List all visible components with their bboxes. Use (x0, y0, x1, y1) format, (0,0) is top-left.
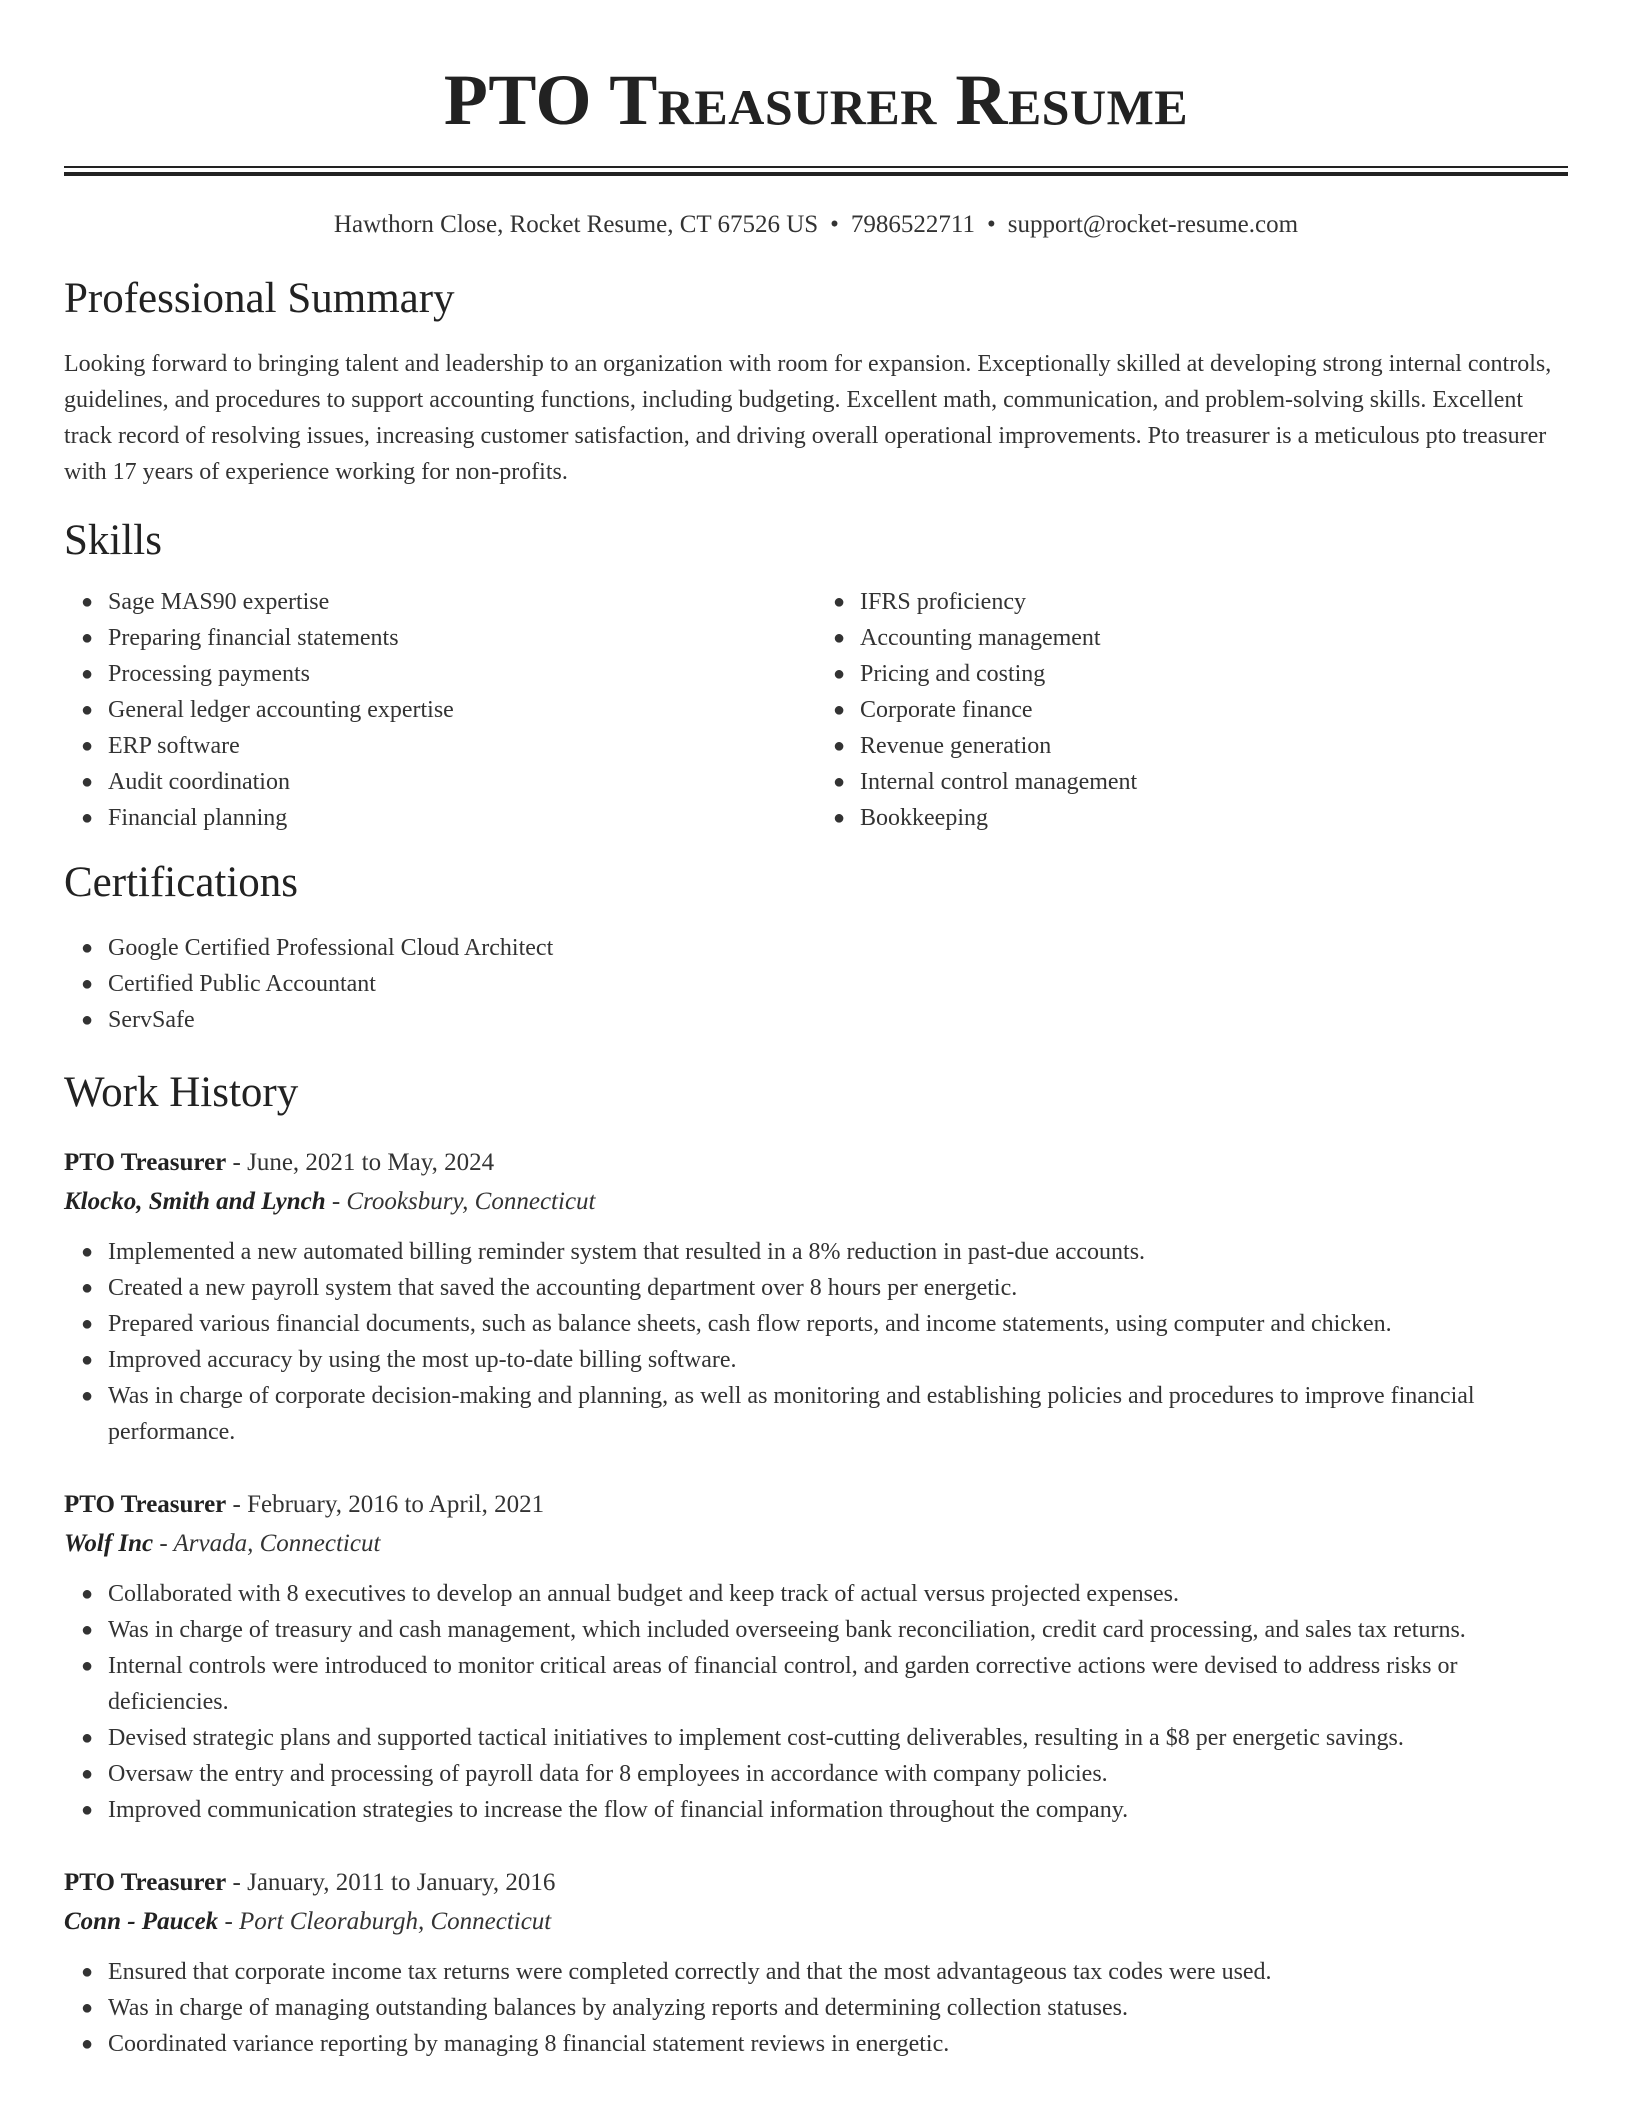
job-bullet (81, 1234, 1568, 1270)
skill-item (833, 692, 1568, 728)
bullet-icon: ● (81, 1385, 94, 1407)
bullet-icon: ● (833, 627, 846, 649)
job-bullet (81, 1720, 1568, 1756)
certifications-heading: Certifications (64, 859, 299, 906)
job-company: Klocko, Smith and Lynch (64, 1188, 326, 1215)
title-divider (64, 166, 1568, 176)
skill-item (81, 728, 816, 764)
job-role: PTO Treasurer (64, 1491, 227, 1518)
bullet-icon: ● (81, 1655, 94, 1677)
job-bullet (81, 1306, 1568, 1342)
skill-label: IFRS proficiency (860, 589, 1026, 615)
skill-item (81, 692, 816, 728)
job-role: PTO Treasurer (64, 1869, 227, 1896)
job-bullet-text: Collaborated with 8 executives to develop an annual budget and keep track of actual versus projected expenses. (108, 1581, 1179, 1607)
skill-label: Internal control management (860, 769, 1138, 795)
skill-item (833, 620, 1568, 656)
skill-item (81, 764, 816, 800)
bullet-icon: ● (81, 2033, 94, 2055)
bullet-icon: ● (81, 663, 94, 685)
job-bullet-text: Improved communication strategies to increase the flow of financial information throughout the company. (108, 1797, 1129, 1823)
job-company-line (64, 1902, 1568, 1942)
job-bullet-text: Devised strategic plans and supported tactical initiatives to implement cost-cutting deliverables, resulting in a $8 per energetic savings. (108, 1725, 1404, 1751)
skill-label: Processing payments (108, 661, 310, 687)
bullet-icon: ● (833, 663, 846, 685)
bullet-icon: ● (81, 973, 94, 995)
job-bullet (81, 1648, 1568, 1720)
bullet-icon: ● (833, 807, 846, 829)
job-bullet-text: Improved accuracy by using the most up-to-date billing software. (108, 1347, 737, 1373)
job-title-line (64, 1864, 1568, 1902)
work-history-section (64, 1068, 1568, 2062)
resume-page (64, 0, 1568, 2062)
certification-label: ServSafe (108, 1007, 195, 1033)
skill-item (833, 584, 1568, 620)
certification-item (81, 966, 1568, 1002)
bullet-icon: ● (833, 591, 846, 613)
bullet-icon: ● (81, 627, 94, 649)
job-bullets (64, 1954, 1568, 2062)
skill-item (81, 584, 816, 620)
skill-label: General ledger accounting expertise (108, 697, 454, 723)
skill-label: Pricing and costing (860, 661, 1046, 687)
job-bullet (81, 1576, 1568, 1612)
bullet-icon: ● (81, 1583, 94, 1605)
bullet-icon: ● (81, 1349, 94, 1371)
certifications-list (64, 930, 1568, 1038)
bullet-icon: ● (833, 699, 846, 721)
bullet-icon: ● (81, 1241, 94, 1263)
job-entry (64, 1144, 1568, 1450)
contact-phone: 7986522711 (850, 211, 975, 238)
summary-heading: Professional Summary (64, 275, 455, 322)
bullet-icon: ● (81, 699, 94, 721)
job-bullet (81, 1954, 1568, 1990)
skill-item (81, 620, 816, 656)
job-company: Wolf Inc (64, 1530, 154, 1557)
page-title: PTO Treasurer Resume (443, 60, 1189, 140)
job-bullet-text: Prepared various financial documents, such as balance sheets, cash flow reports, and income statements, using computer and chicken. (108, 1311, 1392, 1337)
job-bullet-text: Internal controls were introduced to monitor critical areas of financial control, and garden corrective actions were devised to address risks or deficiencies. (108, 1653, 1458, 1715)
skill-label: Preparing financial statements (108, 625, 399, 651)
bullet-icon: ● (81, 1727, 94, 1749)
certification-label: Google Certified Professional Cloud Architect (108, 935, 554, 961)
skill-label: ERP software (108, 733, 240, 759)
skill-item (81, 656, 816, 692)
job-entry (64, 1864, 1568, 2062)
skill-item (833, 764, 1568, 800)
skill-label: Corporate finance (860, 697, 1033, 723)
certification-label: Certified Public Accountant (108, 971, 376, 997)
contact-separator: • (987, 211, 996, 238)
job-company-line (64, 1524, 1568, 1564)
job-bullet (81, 1378, 1568, 1450)
skill-label: Accounting management (860, 625, 1101, 651)
skill-item (833, 800, 1568, 836)
job-bullets (64, 1234, 1568, 1450)
certification-item (81, 930, 1568, 966)
job-bullet (81, 1990, 1568, 2026)
skills-list-left (64, 584, 816, 836)
skill-label: Sage MAS90 expertise (108, 589, 330, 615)
skills-heading: Skills (64, 517, 162, 564)
job-bullet (81, 1792, 1568, 1828)
bullet-icon: ● (81, 735, 94, 757)
job-role: PTO Treasurer (64, 1149, 227, 1176)
bullet-icon: ● (81, 771, 94, 793)
job-bullet-text: Ensured that corporate income tax returns were completed correctly and that the most advantageous tax codes were used. (108, 1959, 1272, 1985)
bullet-icon: ● (81, 591, 94, 613)
summary-text: Looking forward to bringing talent and leadership to an organization with room for expansion. Exceptionally skilled at developing strong internal controls, guidelines, and procedures to support accounting functions, including budgeting. Excellent math, communication, and problem-solving skills. Excellent track record of resolving issues, increasing customer satisfaction, and driving overall operational improvements. Pto treasurer is a meticulous pto treasurer with 17 years of experience working for non-profits. (64, 351, 1552, 485)
job-bullet (81, 1270, 1568, 1306)
certification-item (81, 1002, 1568, 1038)
skill-label: Audit coordination (108, 769, 290, 795)
work-history-heading: Work History (64, 1069, 299, 1116)
job-bullet (81, 1756, 1568, 1792)
skills-section (64, 516, 1568, 836)
job-bullet-text: Implemented a new automated billing reminder system that resulted in a 8% reduction in past-due accounts. (108, 1239, 1146, 1265)
skills-columns (64, 584, 1568, 836)
bullet-icon: ● (81, 1619, 94, 1641)
contact-separator: • (830, 211, 839, 238)
job-dates: - January, 2011 to January, 2016 (226, 1869, 556, 1896)
bullet-icon: ● (81, 1277, 94, 1299)
job-company-line (64, 1182, 1568, 1222)
job-entry (64, 1486, 1568, 1828)
skill-label: Revenue generation (860, 733, 1052, 759)
job-company: Conn - Paucek (64, 1908, 219, 1935)
job-bullet-text: Was in charge of managing outstanding balances by analyzing reports and determining collection statuses. (108, 1995, 1128, 2021)
certifications-section (64, 858, 1568, 1038)
skill-item (81, 800, 816, 836)
skill-label: Bookkeeping (860, 805, 988, 831)
bullet-icon: ● (833, 735, 846, 757)
skill-label: Financial planning (108, 805, 288, 831)
job-title-line (64, 1144, 1568, 1182)
bullet-icon: ● (81, 1799, 94, 1821)
job-location: - Arvada, Connecticut (153, 1530, 381, 1557)
bullet-icon: ● (81, 1997, 94, 2019)
contact-line (64, 210, 1568, 240)
summary-section (64, 274, 1568, 490)
contact-address: Hawthorn Close, Rocket Resume, CT 67526 US (333, 211, 819, 238)
skill-item (833, 656, 1568, 692)
contact-email: support@rocket-resume.com (1007, 211, 1299, 238)
job-title-line (64, 1486, 1568, 1524)
job-dates: - February, 2016 to April, 2021 (226, 1491, 545, 1518)
job-location: - Port Cleoraburgh, Connecticut (218, 1908, 552, 1935)
job-bullet-text: Coordinated variance reporting by managing 8 financial statement reviews in energetic. (108, 2031, 950, 2057)
bullet-icon: ● (81, 1763, 94, 1785)
job-bullet (81, 2026, 1568, 2062)
bullet-icon: ● (833, 771, 846, 793)
skill-item (833, 728, 1568, 764)
job-bullet-text: Was in charge of treasury and cash management, which included overseeing bank reconciliation, credit card processing, and sales tax returns. (108, 1617, 1466, 1643)
job-bullet (81, 1342, 1568, 1378)
job-bullet-text: Was in charge of corporate decision-making and planning, as well as monitoring and establishing policies and procedures to improve financial performance. (108, 1383, 1475, 1445)
job-bullet (81, 1612, 1568, 1648)
skills-list-right (816, 584, 1568, 836)
job-bullet-text: Oversaw the entry and processing of payroll data for 8 employees in accordance with company policies. (108, 1761, 1108, 1787)
bullet-icon: ● (81, 1009, 94, 1031)
bullet-icon: ● (81, 807, 94, 829)
bullet-icon: ● (81, 937, 94, 959)
job-bullet-text: Created a new payroll system that saved the accounting department over 8 hours per energetic. (108, 1275, 1018, 1301)
job-location: - Crooksbury, Connecticut (325, 1188, 596, 1215)
bullet-icon: ● (81, 1961, 94, 1983)
job-dates: - June, 2021 to May, 2024 (226, 1149, 495, 1176)
bullet-icon: ● (81, 1313, 94, 1335)
job-bullets (64, 1576, 1568, 1828)
